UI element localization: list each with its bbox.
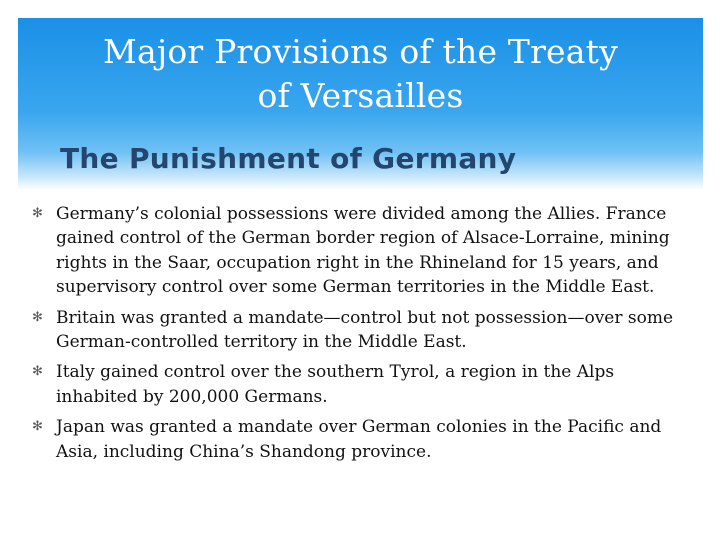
bullet-text: Japan was granted a mandate over German colonies in the Pacific and Asia, including China’s Shandong province.: [56, 417, 662, 462]
bullet-text: Britain was granted a mandate—control but not possession—over some German-controlled territory in the Middle East.: [56, 307, 674, 353]
slide-title-line-1: Major Provisions of the Treaty: [103, 32, 618, 71]
bullet-item: [30, 306, 680, 355]
asterisk-icon: ✻: [32, 206, 43, 221]
slide-title-line-2: of Versailles: [257, 76, 464, 115]
asterisk-icon: ✻: [32, 419, 43, 435]
bullet-item: [30, 415, 680, 464]
bullet-text: Italy gained control over the southern Tyrol, a region in the Alps inhabited by 200,000 Germans.: [56, 362, 615, 407]
bullet-list: [30, 202, 680, 470]
slide-title: [18, 30, 703, 118]
slide-subtitle: The Punishment of Germany: [60, 142, 517, 175]
bullet-item: [30, 202, 680, 300]
asterisk-icon: ✻: [32, 309, 43, 325]
asterisk-icon: ✻: [32, 364, 43, 380]
bullet-item: [30, 360, 680, 409]
bullet-text: Germany’s colonial possessions were divided among the Allies. France gained control of the German border region of Alsace-Lorraine, mining rights in the Saar, occupation right in the Rhineland for 15 years, and supervisory control over some German territories in the Middle East.: [56, 204, 670, 298]
